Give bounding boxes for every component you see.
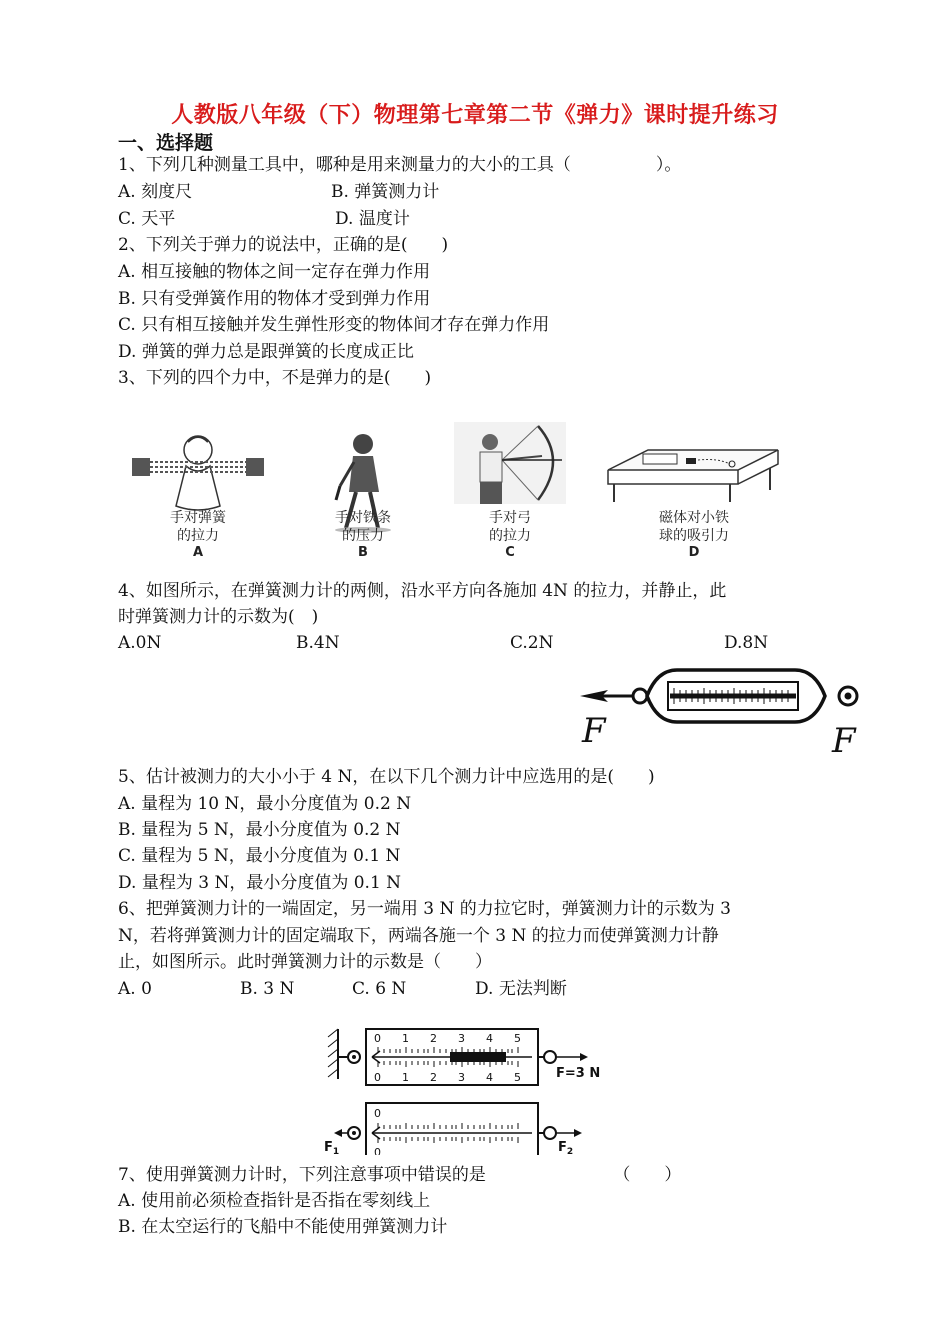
q3-c-letter: C <box>505 545 515 560</box>
q3-stem: 3、下列的四个力中，不是弹力的是( ) <box>118 368 432 388</box>
q6-stem-line-1: 6、把弹簧测力计的一端固定，另一端用 3 N 的力拉它时，弹簧测力计的示数为 3 <box>118 899 731 919</box>
q1-option-c: C. 天平 <box>118 209 176 229</box>
q1-option-b: B. 弹簧测力计 <box>331 182 440 202</box>
q3-b-letter: B <box>358 545 368 560</box>
q4-force-right-label: F <box>832 721 856 758</box>
q2-option-c: C. 只有相互接触并发生弹性形变的物体间才存在弹力作用 <box>118 315 550 335</box>
q1-stem: 1、下列几种测量工具中，哪种是用来测量力的大小的工具（ ）。 <box>118 155 682 175</box>
q4-stem-line-1: 4、如图所示，在弹簧测力计的两侧，沿水平方向各施加 4N 的拉力，并静止，此 <box>118 581 727 601</box>
q1-option-d: D. 温度计 <box>335 209 410 229</box>
q3-b-caption-2: 的压力 <box>342 528 384 544</box>
q3-d-caption-1: 磁体对小铁 <box>659 510 729 526</box>
q6-top-scale-0b: 0 <box>374 1071 381 1084</box>
q4-option-a: A.0N <box>118 633 162 653</box>
q6-top-scale-1: 1 <box>402 1032 409 1045</box>
page-title: 人教版八年级（下）物理第七章第二节《弹力》课时提升练习 <box>171 103 779 128</box>
q3-d-caption-2: 球的吸引力 <box>659 528 729 544</box>
q5-option-c: C. 量程为 5 N，最小分度值为 0.1 N <box>118 846 401 866</box>
q5-option-d: D. 量程为 3 N，最小分度值为 0.1 N <box>118 873 402 893</box>
q7-option-b: B. 在太空运行的飞船中不能使用弹簧测力计 <box>118 1217 448 1237</box>
q6-top-scale-5b: 5 <box>514 1071 521 1084</box>
q5-option-a: A. 量程为 10 N，最小分度值为 0.2 N <box>118 794 412 814</box>
q2-option-a: A. 相互接触的物体之间一定存在弹力作用 <box>118 262 431 282</box>
q6-option-c: C. 6 N <box>352 979 407 999</box>
q3-a-caption-1: 手对弹簧 <box>170 510 226 526</box>
q6-stem-line-3: 止，如图所示。此时弹簧测力计的示数是（ ） <box>118 952 492 972</box>
q3-c-caption-2: 的拉力 <box>489 528 531 544</box>
q2-option-b: B. 只有受弹簧作用的物体才受到弹力作用 <box>118 289 431 309</box>
q6-option-b: B. 3 N <box>240 979 295 999</box>
q6-top-scale-5: 5 <box>514 1032 521 1045</box>
q6-top-scale-1b: 1 <box>402 1071 409 1084</box>
q3-figure-c <box>454 422 566 560</box>
q3-a-letter: A <box>192 545 204 560</box>
q6-force-f1-label: $F_1$ <box>324 1140 340 1155</box>
q5-option-b: B. 量程为 5 N，最小分度值为 0.2 N <box>118 820 401 840</box>
q4-option-c: C.2N <box>510 633 554 653</box>
q6-top-scale-0: 0 <box>374 1032 381 1045</box>
q6-bottom-scale-0: 0 <box>374 1107 381 1120</box>
q6-top-scale-4b: 4 <box>486 1071 493 1084</box>
q6-force-f2-label: $F_2$ <box>558 1140 574 1155</box>
q6-top-scale-3b: 3 <box>458 1071 465 1084</box>
q6-top-scale-2: 2 <box>430 1032 437 1045</box>
q6-top-scale-3: 3 <box>458 1032 465 1045</box>
q3-a-caption-2: 的拉力 <box>177 528 219 544</box>
q3-figure-d <box>608 450 778 560</box>
q6-free-scale <box>324 1103 582 1155</box>
q6-option-a: A. 0 <box>118 979 152 999</box>
q4-spring-scale-figure <box>580 668 870 758</box>
q6-fixed-scale <box>328 1029 600 1085</box>
q2-stem: 2、下列关于弹力的说法中，正确的是( ) <box>118 235 449 255</box>
q6-stem-line-2: N，若将弹簧测力计的固定端取下，两端各施一个 3 N 的拉力而使弹簧测力计静 <box>118 926 719 946</box>
q4-force-left-label: F <box>582 711 606 751</box>
q3-c-caption-1: 手对弓 <box>489 510 531 526</box>
q5-stem: 5、估计被测力的大小小于 4 N，在以下几个测力计中应选用的是( ) <box>118 767 655 787</box>
q4-stem-line-2: 时弹簧测力计的示数为( ) <box>118 607 319 627</box>
q3-figure-b <box>335 434 391 560</box>
q4-option-d: D.8N <box>724 633 769 653</box>
q1-option-a: A. 刻度尺 <box>118 182 193 202</box>
q3-figure-a <box>132 436 264 560</box>
q6-top-scale-4: 4 <box>486 1032 493 1045</box>
q2-option-d: D. 弹簧的弹力总是跟弹簧的长度成正比 <box>118 342 414 362</box>
q3-figure-row <box>118 420 798 570</box>
q6-top-scale-2b: 2 <box>430 1071 437 1084</box>
section-heading: 一、选择题 <box>118 132 214 154</box>
q6-option-d: D. 无法判断 <box>475 979 567 999</box>
q6-figure <box>318 1025 618 1155</box>
q4-option-b: B.4N <box>296 633 340 653</box>
q7-option-a: A. 使用前必须检查指针是否指在零刻线上 <box>118 1191 431 1211</box>
q3-b-caption-1: 手对铁条 <box>335 510 391 526</box>
q3-d-letter: D <box>688 545 700 560</box>
q6-force-top-label: F=3 N <box>556 1066 601 1081</box>
q7-stem: 7、使用弹簧测力计时，下列注意事项中错误的是 （ ） <box>118 1165 682 1185</box>
q6-bottom-scale-0b: 0 <box>374 1146 381 1155</box>
